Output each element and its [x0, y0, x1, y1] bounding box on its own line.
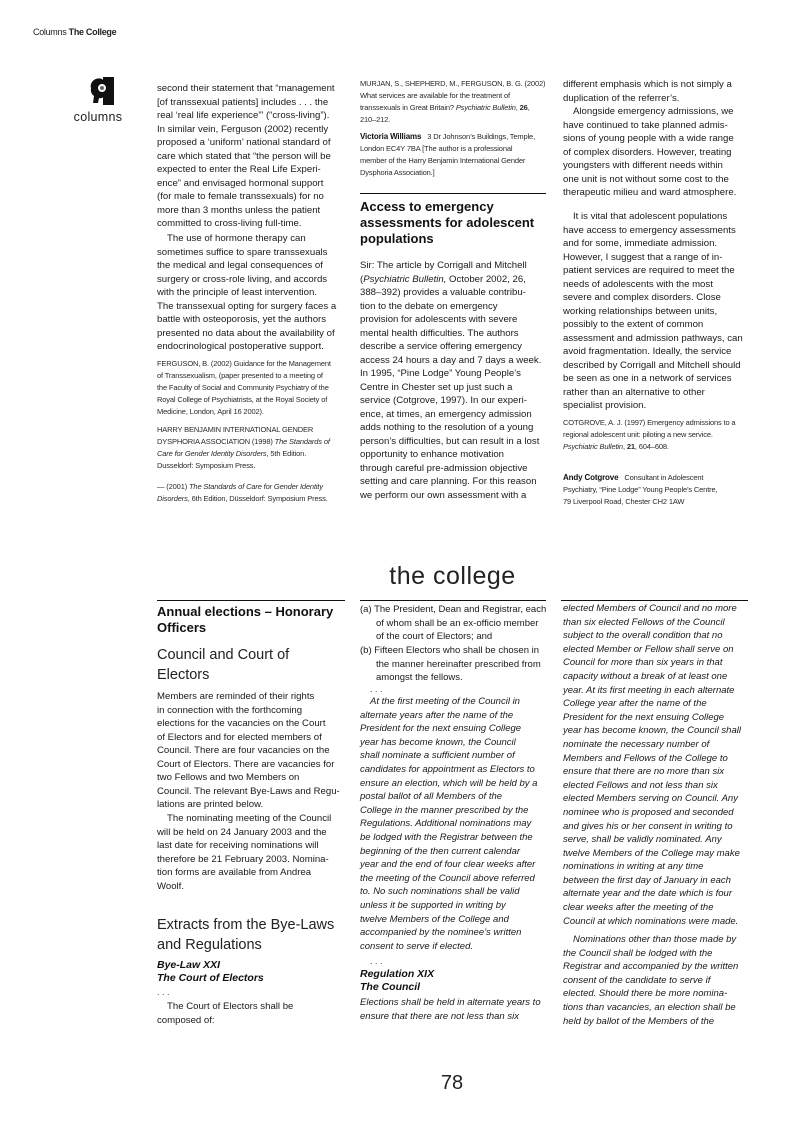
text-line: duplication of the referrer’s.	[563, 92, 680, 104]
text-line: member of the Harry Benjamin International Gender	[360, 156, 526, 165]
text-line: twelve Members of the College and	[360, 913, 509, 925]
text-line: last date for receiving nominations will	[157, 840, 319, 851]
text-segment: DYSPHORIA ASSOCIATION (1998)	[157, 437, 275, 446]
text-line: committed to cross-living full-time.	[157, 218, 302, 229]
running-header-section: Columns	[33, 27, 67, 37]
text-segment: October 2002,	[446, 273, 513, 285]
text-line: possibly to the extent of common	[563, 319, 704, 330]
subheading	[157, 645, 347, 685]
text-line: Electors	[157, 667, 210, 683]
text-line: mental health difficulties. The authors	[360, 327, 519, 339]
text-line	[157, 493, 347, 505]
text-line: At the first meeting of the Council in	[370, 696, 520, 707]
text-line: elected Members serving on Council. Any	[563, 793, 738, 805]
text-line: severe and complex disorders. Close	[563, 292, 721, 303]
text-line: elected Member or Fellow shall serve on	[563, 643, 734, 655]
text-line: clear weeks after the meeting of the	[563, 902, 714, 914]
text-line: FERGUSON, B. (2002) Guidance for the Management	[157, 359, 331, 368]
text-segment: , 5th Edition.	[266, 449, 307, 458]
italic-paragraph	[563, 602, 749, 928]
paragraph	[157, 690, 347, 812]
text-line: Members and Fellows of the College to	[563, 752, 728, 764]
text-line: . . .	[157, 987, 170, 997]
text-line: opportunity to enhance motivation	[360, 449, 504, 460]
text-line: Members are reminded of their rights	[157, 691, 315, 702]
text-line	[360, 102, 546, 114]
running-header	[33, 27, 116, 37]
text-segment: ,	[515, 103, 520, 112]
text-segment: — (2001)	[157, 482, 189, 491]
text-line: year has become known, the Council	[360, 736, 516, 748]
text-line: therefore be 21 February 2003. Nomina-	[157, 853, 329, 865]
text-line: to. No such nominations shall be valid	[360, 886, 520, 898]
text-line: Officers	[157, 620, 207, 635]
bye-law-heading	[157, 959, 347, 985]
text-line: London EC4Y 7BA [The author is a professional	[360, 144, 513, 153]
text-line: The use of hormone therapy can	[167, 233, 306, 244]
text-line: tion to the debate on emergency	[360, 300, 498, 312]
text-line: The Council	[360, 981, 421, 993]
text-line: youngsters with different needs within	[563, 160, 723, 171]
text-line: (for male to female transsexuals) for no	[157, 191, 324, 202]
text-line: provision for adolescents with severe	[360, 314, 518, 325]
text-line: Elections shall be held in alternate years to	[360, 997, 541, 1008]
article-heading	[360, 193, 546, 247]
text-line: specialist provision.	[563, 400, 647, 411]
text-line: described by Corrigall and Mitchell should	[563, 359, 741, 371]
text-line: postal ballot of all Members of the	[360, 791, 503, 803]
italic-text: Disorders	[157, 494, 188, 503]
text-line: the meeting of the Council above referred	[360, 872, 535, 884]
italic-paragraph	[360, 996, 546, 1023]
text-line	[563, 441, 749, 453]
reference	[157, 481, 347, 505]
text-line: different emphasis which is not simply a	[563, 79, 732, 90]
text-line: with the principle of least intervention.	[157, 287, 317, 298]
text-line: Council for more than six years in that	[563, 657, 723, 669]
text-line: subject to the overall condition that no	[563, 630, 723, 642]
text-line: Medicine, London, April 16 2002).	[157, 407, 264, 416]
paragraph	[157, 812, 347, 893]
text-line: HARRY BENJAMIN INTERNATIONAL GENDER	[157, 425, 314, 434]
text-line: assessments for adolescent	[360, 215, 535, 230]
text-line	[157, 481, 347, 493]
text-line: year has become known, the Council shall	[563, 725, 741, 737]
text-line: needs of adolescents with the most	[563, 278, 713, 290]
text-line: the Faculty of Social and Community Psychiatry of the	[157, 383, 329, 392]
text-line: beginning of the then current calendar	[360, 845, 521, 857]
text-line: access 24 hours a day and 7 days a week.	[360, 354, 542, 366]
reference	[157, 424, 347, 472]
ellipsis	[360, 685, 546, 693]
text-line	[157, 448, 347, 460]
text-line: twelve Members of the College may make	[563, 847, 740, 859]
paragraph	[563, 78, 749, 105]
text-line: alternate year and the date which is four	[563, 888, 732, 900]
text-line: . . .	[370, 684, 383, 694]
text-line: have access to emergency assessments	[563, 224, 736, 236]
text-line: and Regulations	[157, 937, 262, 953]
text-line: Registrar and accompanied by the written	[563, 961, 739, 973]
text-line: [of transsexual patients] includes . . . the	[157, 96, 329, 108]
text-line: sions of young people with a wide range	[563, 133, 734, 144]
text-line: working relationships between units,	[563, 305, 718, 317]
text-line: Regulations. Additional nominations may	[360, 818, 532, 830]
text-line: between the first day of January in each	[563, 874, 731, 886]
text-line: of whom shall be an ex-officio member	[376, 617, 539, 629]
text-line: The Court of Electors shall be	[167, 1001, 294, 1012]
text-line: Access to emergency	[360, 199, 494, 214]
text-segment: 3 Dr Johnson’s Buildings, Temple,	[427, 132, 536, 141]
article-heading	[157, 604, 347, 636]
italic-text: Psychiatric Bulletin	[455, 103, 516, 112]
text-line: composed of:	[157, 1014, 215, 1026]
author-byline	[360, 131, 546, 179]
list-item	[360, 644, 546, 685]
text-line: person’s difficulties, but can result in a lost	[360, 435, 540, 447]
text-line: will be held on 24 January 2003 and the	[157, 826, 327, 838]
text-segment: transsexuals in Great Britain?	[360, 103, 456, 112]
text-line: of Transsexualism, (paper presented to a meeting of	[157, 371, 323, 380]
bye-law-heading	[360, 968, 546, 994]
text-line: tions than vacancies, an election shall be	[563, 1001, 736, 1013]
text-line: Annual elections – Honorary	[157, 604, 334, 619]
bold-text: 21	[626, 442, 635, 451]
text-line: lations are printed below.	[157, 799, 264, 810]
text-line: sometimes suffice to spare transsexuals	[157, 246, 328, 258]
text-line: nominations in writing at any time	[563, 861, 704, 873]
list-item	[360, 603, 546, 644]
paragraph	[563, 210, 749, 413]
italic-text: Psychiatric Bulletin	[563, 442, 623, 451]
text-line: Regulation XIX	[360, 968, 435, 980]
bold-text: Andy Cotgrove	[563, 473, 619, 482]
text-line: Council at which nominations were made.	[563, 915, 739, 927]
reference	[157, 358, 347, 418]
text-line: elected. Should there be more nomina-	[563, 988, 728, 1000]
text-line: and for some, immediate admission.	[563, 238, 718, 249]
text-line: It is vital that adolescent populations	[573, 211, 728, 222]
text-line: surgery or cross-role living, and accords	[157, 273, 328, 285]
text-line: have continued to take planned admis-	[563, 119, 728, 131]
paragraph	[157, 232, 347, 354]
text-line: shall nominate a sufficient number of	[360, 750, 515, 762]
text-line: amongst the fellows.	[376, 672, 463, 683]
text-line: two Fellows and two Members on	[157, 772, 300, 783]
text-line: The nominating meeting of the Council	[167, 813, 332, 824]
text-line: be seen as one in a network of services	[563, 373, 732, 384]
text-line: accompanied by the nominee’s written	[360, 927, 522, 939]
text-line: capacity without a break of at least one	[563, 670, 728, 682]
columns-logo-icon	[89, 76, 115, 106]
text-line: Dysphoria Association.]	[360, 168, 435, 177]
page-number: 78	[440, 1072, 464, 1094]
text-line: second their statement that “management	[157, 83, 335, 94]
text-line: nominee who is proposed and seconded	[563, 806, 734, 818]
text-line: (b) Fifteen Electors who shall be chosen in	[360, 645, 540, 656]
italic-text: The Standards of	[274, 437, 330, 446]
text-line: consent of the candidate to serve if	[563, 974, 711, 986]
italic-text: Psychiatric Bulletin,	[363, 273, 447, 285]
text-line: . . .	[370, 956, 383, 966]
paragraph	[360, 259, 546, 502]
text-line: be lodged with the Registrar between the	[360, 831, 533, 843]
text-line: ensure that there are not less than six	[360, 1010, 519, 1022]
text-line: nominate the necessary number of	[563, 738, 710, 750]
text-line: unless it be supported in writing by	[360, 899, 506, 911]
text-line: Court of Electors. There are vacancies for	[157, 758, 335, 770]
text-line: tion forms are available from Andrea	[157, 867, 312, 878]
text-segment: ,	[622, 442, 627, 451]
text-line: the manner hereinafter prescribed from	[376, 658, 541, 670]
text-line	[563, 472, 749, 484]
paragraph	[157, 1000, 347, 1027]
text-line: in connection with the forthcoming	[157, 704, 303, 716]
text-line: held by ballot of the Members of the	[563, 1015, 715, 1027]
text-line: ensure that there are no more than six	[563, 766, 725, 778]
text-line: endocrinological postoperative support.	[157, 341, 324, 352]
text-line: The Court of Electors	[157, 972, 264, 984]
italic-paragraph	[360, 695, 546, 953]
text-line: patient services are required to meet the	[563, 265, 735, 276]
text-line	[360, 131, 546, 143]
text-line: COTGROVE, A. J. (1997) Emergency admissions to a	[563, 418, 736, 427]
text-line: service (Cotgrove, 1997). In our experi-	[360, 395, 527, 406]
ellipsis	[157, 988, 347, 996]
text-line: serve, shall be validly nominated. Any	[563, 834, 722, 846]
text-line: than six elected Fellows of the Council	[563, 616, 725, 628]
text-line: Dusseldorf: Symposium Press.	[157, 461, 256, 470]
text-line: President for the next ensuing College	[360, 723, 522, 735]
text-line: we perform our own assessment with a	[360, 489, 527, 501]
text-segment: , 604–608.	[634, 442, 669, 451]
text-line	[157, 436, 347, 448]
text-line: expected to enter the Real Life Experi-	[157, 164, 321, 175]
text-line: more than 3 months unless the patient	[157, 204, 321, 216]
text-line: therapeutic milieu and ward atmosphere.	[563, 187, 737, 198]
text-segment: ,	[523, 273, 526, 285]
text-line: 210–212.	[360, 115, 391, 124]
text-line: Royal College of Psychiatrists, at the Royal Society of	[157, 395, 328, 404]
text-line: Sir: The article by Corrigall and Mitchell	[360, 260, 527, 271]
text-line: Extracts from the Bye-Laws	[157, 917, 335, 933]
text-line: regional adolescent unit: piloting a new service.	[563, 430, 713, 439]
bold-text: 26	[512, 273, 524, 285]
reference	[360, 78, 546, 126]
text-line: Alongside emergency admissions, we	[573, 106, 734, 117]
text-line: ensure an election, which will be held by a	[360, 777, 538, 789]
text-line: through careful pre-admission objective	[360, 462, 528, 474]
text-line: elected Fellows and not less than six	[563, 779, 718, 791]
italic-paragraph	[563, 933, 749, 1028]
text-segment: Consultant in Adolescent	[624, 473, 704, 482]
section-title: the college	[389, 562, 516, 590]
text-line: 388–392) provides a valuable contribu-	[360, 287, 526, 298]
text-line: President for the next ensuing College	[563, 711, 725, 723]
logo-label: columns	[73, 110, 123, 124]
text-line: ence” and envisaged hormonal support	[157, 177, 324, 189]
text-line: of complex disorders. However, treating	[563, 146, 732, 158]
text-line: year and the end of four clear weeks after	[360, 859, 536, 871]
text-line: What services are available for the treatment of	[360, 91, 510, 100]
text-line: and gives his or her consent in writing to	[563, 820, 733, 832]
paragraph	[563, 105, 749, 200]
text-line: year. At its first meeting in each alternate	[563, 684, 735, 696]
text-line: presented no data about the availability of	[157, 327, 335, 339]
text-line: 79 Liverpool Road, Chester CH2 1AW	[563, 497, 685, 506]
text-line: elections for the vacancies on the Court	[157, 718, 326, 729]
text-line: Nominations other than those made by	[573, 934, 737, 945]
text-line	[360, 273, 546, 287]
running-header-title: The College	[68, 27, 117, 37]
text-line: In 1995, “Pine Lodge” Young People’s	[360, 368, 521, 379]
text-line: The transsexual opting for surgery faces a	[157, 300, 337, 312]
text-line: rather than an alternative to other	[563, 386, 705, 398]
text-line: Council. The relevant Bye-Laws and Regu-	[157, 785, 340, 797]
text-line: setting and care planning. For this reason	[360, 476, 537, 487]
text-line: In similar vein, Ferguson (2002) recently	[157, 123, 329, 135]
text-line: adds nothing to the resolution of a young	[360, 422, 534, 433]
author-byline	[563, 472, 749, 508]
text-line: elected Members of Council and no more	[563, 603, 737, 614]
text-line: ence, at times, an emergency admission	[360, 408, 532, 420]
text-line: candidates for appointment as Electors to	[360, 763, 535, 775]
column-rule	[561, 600, 748, 601]
text-line: the Council shall be lodged with the	[563, 947, 713, 959]
text-line: the medical and legal consequences of	[157, 260, 323, 271]
text-line: alternate years after the name of the	[360, 709, 514, 721]
text-line: battle with osteoporosis, yet the authors	[157, 314, 327, 325]
paragraph	[157, 82, 347, 231]
text-line: College in the manner prescribed by the	[360, 804, 529, 816]
column-rule	[360, 600, 546, 601]
text-line: of Electors and for elected members of	[157, 731, 322, 743]
italic-text: The Standards of Care for Gender Identity	[189, 482, 323, 491]
text-line: College year after the name of the	[563, 698, 707, 710]
text-line: Psychiatry, “Pine Lodge” Young People’s Centre,	[563, 485, 718, 494]
subheading	[157, 915, 347, 955]
text-line: care which stated that “the person will be	[157, 150, 331, 162]
text-segment: , 6th Edition, Düsseldorf: Symposium Press.	[187, 494, 328, 503]
text-line: real ‘real life experience”’ (“cross-living”).	[157, 110, 330, 121]
text-line: MURJAN, S., SHEPHERD, M., FERGUSON, B. G. (2002)	[360, 79, 546, 88]
text-line: proposed a ‘uniform’ national standard of	[157, 137, 331, 148]
bold-text: Victoria Williams	[360, 132, 422, 141]
text-line: assessment and admission pathways, can	[563, 332, 743, 344]
text-line: Bye-Law XXI	[157, 959, 221, 971]
text-line: Council. There are four vacancies on the	[157, 745, 330, 756]
text-line: (a) The President, Dean and Registrar, each	[360, 604, 547, 615]
text-line: one unit is not without some cost to the	[563, 173, 729, 185]
text-line: of the court of Electors; and	[376, 631, 493, 642]
text-segment: (	[360, 273, 364, 285]
text-line: Woolf.	[157, 880, 185, 892]
text-line: Council and Court of	[157, 647, 290, 663]
text-line: describe a service offering emergency	[360, 341, 522, 352]
text-line: Centre in Chester set up just such a	[360, 381, 513, 393]
text-line: consent to serve if elected.	[360, 940, 474, 952]
ellipsis	[360, 957, 546, 965]
text-segment: ,	[527, 103, 530, 112]
reference	[563, 417, 749, 453]
text-line: populations	[360, 231, 434, 246]
text-line: However, I suggest that a range of in-	[563, 251, 723, 263]
bold-text: 26	[519, 103, 528, 112]
text-line: avoid fragmentation. Ideally, the service	[563, 346, 732, 357]
column-rule	[157, 600, 345, 601]
italic-text: Care for Gender Identity Disorders	[157, 449, 267, 458]
